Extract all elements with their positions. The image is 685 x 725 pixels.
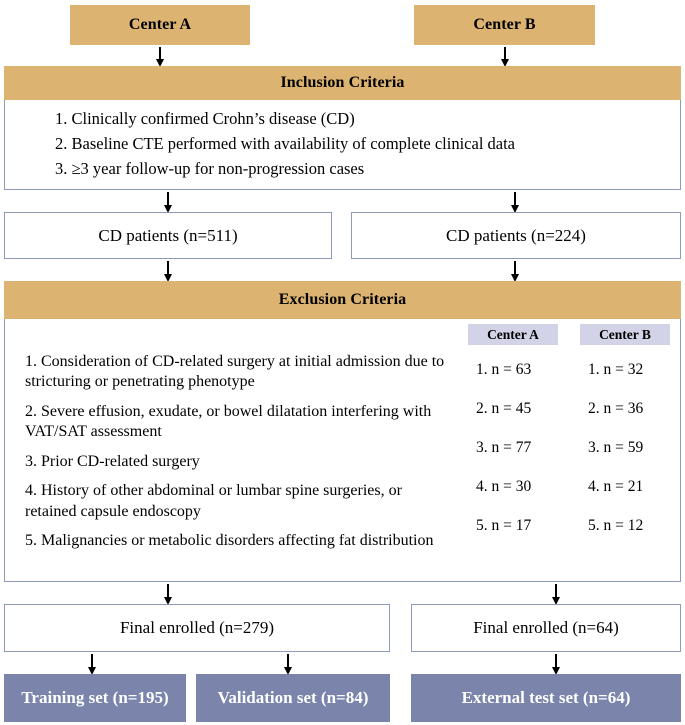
- arrow-cd-b-to-exclusion: [514, 261, 516, 275]
- arrow-center-a-to-inclusion: [159, 47, 161, 60]
- exclusion-count-b: 2. n = 36: [588, 400, 644, 417]
- exclusion-col-a-values: [476, 350, 571, 545]
- exclusion-count-b: 3. n = 59: [588, 439, 644, 456]
- exclusion-criteria-title: Exclusion Criteria: [278, 291, 407, 308]
- exclusion-item: 1. Consideration of CD-related surgery at initial admission due to stricturing or penetrating phenotype: [25, 353, 445, 391]
- training-set-box: [4, 674, 186, 722]
- arrow-cd-a-to-exclusion: [167, 261, 169, 275]
- exclusion-col-b-header: [580, 324, 670, 345]
- final-enrolled-center-a-box: [4, 604, 390, 652]
- exclusion-count-b: 4. n = 21: [588, 478, 644, 495]
- exclusion-count-b: 5. n = 12: [588, 517, 644, 534]
- exclusion-criteria-list: [25, 352, 455, 561]
- arrow-exclusion-to-enrolled-a: [167, 584, 169, 598]
- exclusion-item: 2. Severe effusion, exudate, or bowel dilatation interfering with VAT/SAT assessment: [25, 402, 432, 441]
- exclusion-count-a: 1. n = 63: [476, 361, 532, 378]
- inclusion-criteria-list: [55, 108, 665, 183]
- arrow-enrolled-to-external: [555, 654, 557, 668]
- inclusion-item: 2. Baseline CTE performed with availability of complete clinical data: [55, 133, 516, 153]
- inclusion-item: 3. ≥3 year follow-up for non-progression cases: [55, 158, 365, 178]
- arrow-enrolled-to-training: [91, 654, 93, 668]
- exclusion-count-a: 3. n = 77: [476, 439, 532, 456]
- cd-patients-center-a-box: [4, 212, 332, 259]
- external-test-set-box: [411, 674, 681, 722]
- validation-set-label: Validation set (n=84): [217, 688, 369, 707]
- arrow-exclusion-to-enrolled-b: [555, 584, 557, 598]
- exclusion-col-b-title: Center B: [599, 326, 651, 342]
- exclusion-col-a-title: Center A: [487, 326, 539, 342]
- external-test-set-label: External test set (n=64): [461, 688, 631, 707]
- final-enrolled-center-b-box: [411, 604, 681, 652]
- center-a-box: [70, 5, 250, 45]
- exclusion-criteria-header: [4, 281, 681, 319]
- inclusion-criteria-header: [4, 66, 681, 100]
- exclusion-count-a: 5. n = 17: [476, 517, 532, 534]
- exclusion-col-a-header: [468, 324, 558, 345]
- arrow-inclusion-to-cd-a: [167, 192, 169, 206]
- training-set-label: Training set (n=195): [21, 688, 169, 707]
- validation-set-box: [196, 674, 390, 722]
- exclusion-count-a: 4. n = 30: [476, 478, 532, 495]
- arrow-center-b-to-inclusion: [504, 47, 506, 60]
- cd-patients-center-a-label: CD patients (n=511): [98, 225, 238, 245]
- inclusion-item: 1. Clinically confirmed Crohn’s disease (CD): [55, 109, 355, 128]
- arrow-inclusion-to-cd-b: [514, 192, 516, 206]
- exclusion-item: 5. Malignancies or metabolic disorders affecting fat distribution: [25, 532, 434, 550]
- final-enrolled-center-b-label: Final enrolled (n=64): [473, 618, 619, 637]
- final-enrolled-center-a-label: Final enrolled (n=279): [119, 618, 275, 637]
- exclusion-col-b-values: [588, 350, 683, 545]
- exclusion-count-b: 1. n = 32: [588, 361, 644, 378]
- center-b-box: [414, 5, 595, 45]
- exclusion-item: 4. History of other abdominal or lumbar spine surgeries, or retained capsule endoscopy: [25, 482, 402, 520]
- arrow-enrolled-to-validation: [287, 654, 289, 668]
- cd-patients-center-b-box: [351, 212, 681, 259]
- center-b-label: Center B: [473, 16, 536, 33]
- inclusion-criteria-title: Inclusion Criteria: [280, 74, 405, 91]
- center-a-label: Center A: [128, 16, 192, 33]
- cd-patients-center-b-label: CD patients (n=224): [446, 225, 586, 245]
- exclusion-count-a: 2. n = 45: [476, 400, 532, 417]
- exclusion-item: 3. Prior CD-related surgery: [25, 452, 200, 470]
